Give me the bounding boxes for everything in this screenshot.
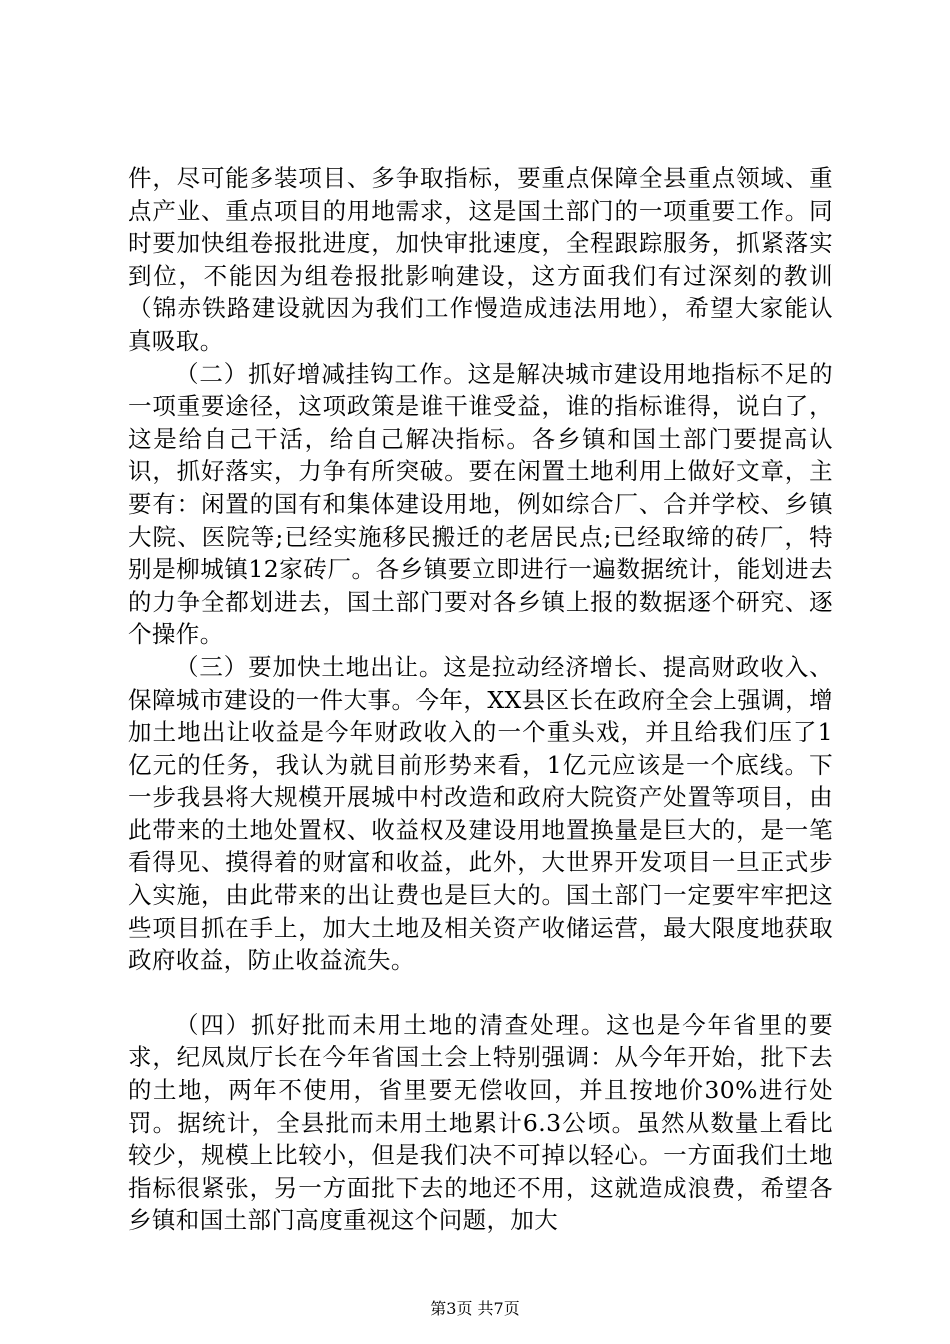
- paragraph-section-2: （二）抓好增减挂钩工作。这是解决城市建设用地指标不足的一项重要途径，这项政策是谁干谁受益，谁的指标谁得，说白了，这是给自己干活，给自己解决指标。各乡镇和国土部门要提高认识，抓好落实，力争有所突破。要在闲置土地利用上做好文章，主要有：闲置的国有和集体建设用地，例如综合厂、合并学校、乡镇大院、医院等;已经实施移民搬迁的老居民点;已经取缔的砖厂，特别是柳城镇12家砖厂。各乡镇要立即进行一遍数据统计，能划进去的力争全都划进去，国土部门要对各乡镇上报的数据逐个研究、逐个操作。: [128, 359, 833, 649]
- page-number-footer: 第3页 共7页: [430, 1299, 520, 1318]
- paragraph-section-3: （三）要加快土地出让。这是拉动经济增长、提高财政收入、保障城市建设的一件大事。今年，XX县区长在政府全会上强调，增加土地出让收益是今年财政收入的一个重头戏，并且给我们压了1亿元的任务，我认为就目前形势来看，1亿元应该是一个底线。下一步我县将大规模开展城中村改造和政府大院资产处置等项目，由此带来的土地处置权、收益权及建设用地置换量是巨大的，是一笔看得见、摸得着的财富和收益，此外，大世界开发项目一旦正式步入实施，由此带来的出让费也是巨大的。国土部门一定要牢牢把这些项目抓在手上，加大土地及相关资产收储运营，最大限度地获取政府收益，防止收益流失。: [128, 652, 833, 975]
- paragraph-continuation: 件，尽可能多装项目、多争取指标，要重点保障全县重点领域、重点产业、重点项目的用地需求，这是国土部门的一项重要工作。同时要加快组卷报批进度，加快审批速度，全程跟踪服务，抓紧落实到位，不能因为组卷报批影响建设，这方面我们有过深刻的教训（锦赤铁路建设就因为我们工作慢造成违法用地），希望大家能认真吸取。: [128, 164, 833, 355]
- document-body: [128, 162, 833, 1237]
- paragraph-section-4: （四）抓好批而未用土地的清查处理。这也是今年省里的要求，纪凤岚厅长在今年省国土会上特别强调：从今年开始，批下去的土地，两年不使用，省里要无偿收回，并且按地价30%进行处罚。据统计，全县批而未用土地累计6.3公顷。虽然从数量上看比较少，规模上比较小，但是我们决不可掉以轻心。一方面我们土地指标很紧张，另一方面批下去的地还不用，这就造成浪费，希望各乡镇和国土部门高度重视这个问题，加大: [128, 1010, 833, 1235]
